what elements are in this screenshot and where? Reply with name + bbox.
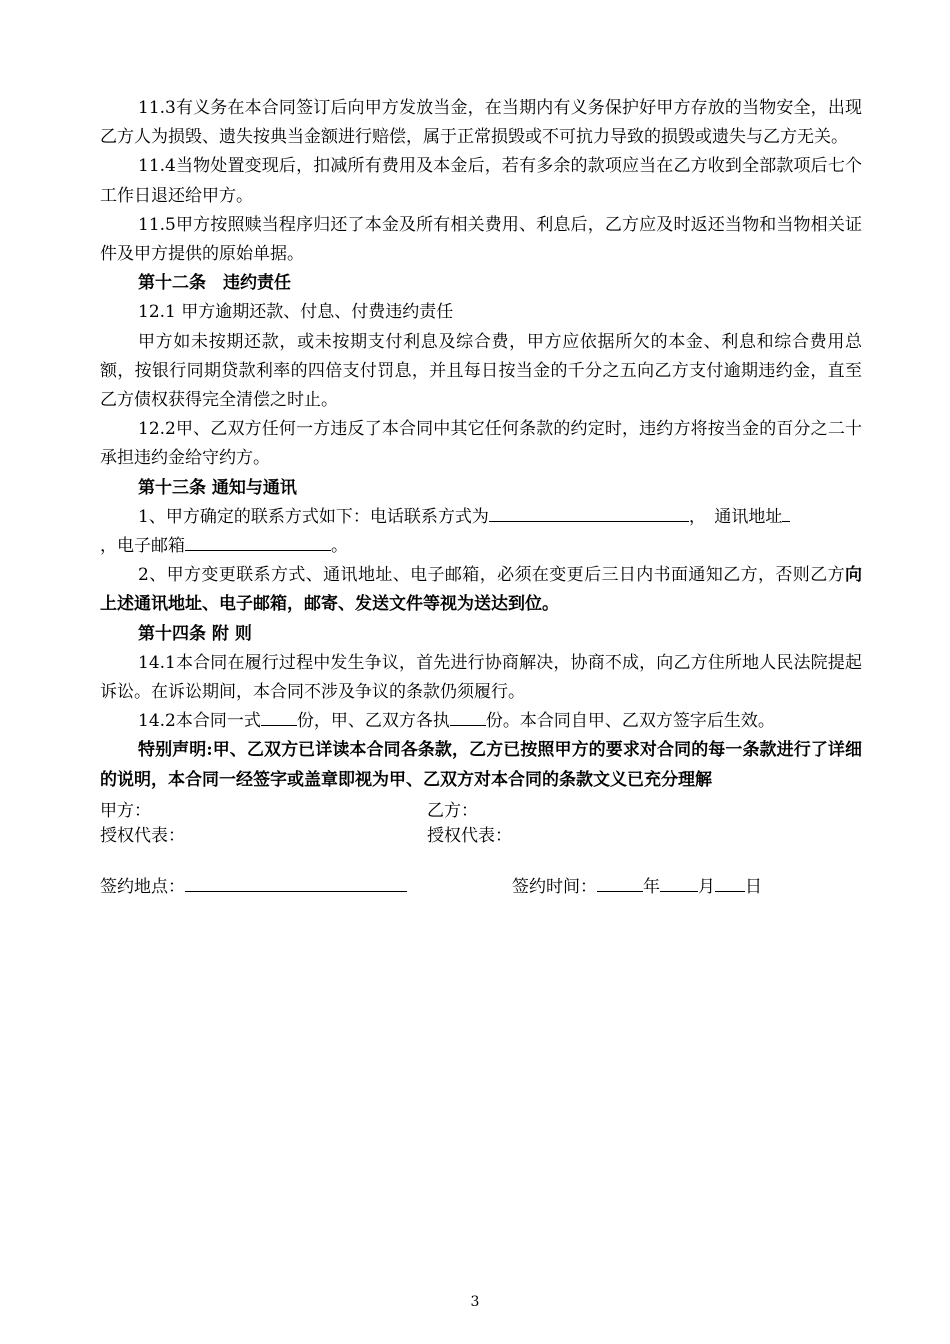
clause-14-1: 14.1本合同在履行过程中发生争议，首先进行协商解决，协商不成，向乙方住所地人民法院提起诉讼。在诉讼期间，本合同不涉及争议的条款仍须履行。 (100, 652, 862, 703)
address-blank (782, 504, 790, 522)
party-b-label: 乙方： (427, 801, 478, 821)
contact-text-c: ，电子邮箱 (100, 536, 185, 557)
copies-text-c: 份。本合同自甲、乙双方签字后生效。 (485, 711, 775, 732)
clause-12-1-body: 甲方如未按期还款，或未按期支付利息及综合费，甲方应依据所欠的本金、利息和综合费用总额，按银行同期贷款利率的四倍支付罚息，并且每日按当金的千分之五向乙方支付逾期违约金，直至乙方债权获得完全清偿之时止。 (100, 331, 862, 411)
change-notice-bold: 向上述通讯地址、电子邮箱，邮寄、发送文件等视为送达到位。 (100, 565, 862, 615)
contact-text-a: 1、甲方确定的联系方式如下：电话联系方式为 (138, 506, 489, 527)
copies-total-blank (261, 708, 297, 726)
signing-place-label: 签约地点： (100, 877, 185, 897)
month-blank (660, 874, 698, 892)
day-label: 日 (745, 877, 762, 897)
clause-12-1-heading: 12.1 甲方逾期还款、付息、付费违约责任 (138, 302, 454, 323)
email-blank (185, 533, 331, 551)
signing-place-blank (185, 874, 407, 892)
year-blank (597, 874, 643, 892)
copies-text-a: 14.2本合同一式 (138, 711, 261, 732)
clause-12-2: 12.2甲、乙双方任何一方违反了本合同中其它任何条款的约定时，违约方将按当金的百分之二十承担违约金给守约方。 (100, 419, 862, 469)
party-a-representative: 授权代表： (100, 826, 185, 846)
clause-13-item-1 (100, 503, 862, 561)
clause-11-3: 11.3有义务在本合同签订后向甲方发放当金，在当期内有义务保护好甲方存放的当物安全，出现乙方人为损毁、遗失按典当金额进行赔偿，属于正常损毁或不可抗力导致的损毁或遗失与乙方无关。 (100, 98, 862, 148)
clause-12-title: 第十二条 违约责任 (138, 273, 291, 294)
clause-14-title: 第十四条 附 则 (138, 623, 252, 644)
signing-place (100, 874, 407, 899)
month-label: 月 (698, 877, 715, 897)
clause-13-item-2 (100, 561, 862, 619)
signing-time-label: 签约时间： (512, 877, 597, 897)
clause-13-title: 第十三条 通知与通讯 (138, 477, 297, 498)
change-notice-text: 2、甲方变更联系方式、通讯地址、电子邮箱，必须在变更后三日内书面通知乙方，否则乙方 (138, 565, 845, 586)
copies-text-b: 份，甲、乙双方各执 (296, 711, 450, 732)
contact-text-b: ， 通讯地址 (688, 506, 783, 527)
signing-time (512, 874, 762, 899)
clause-11-5: 11.5甲方按照赎当程序归还了本金及所有相关费用、利息后，乙方应及时返还当物和当物相关证件及甲方提供的原始单据。 (100, 214, 862, 265)
party-a-label: 甲方： (100, 801, 151, 821)
special-declaration: 特别声明:甲、乙双方已详读本合同各条款，乙方已按照甲方的要求对合同的每一条款进行了详细的说明，本合同一经签字或盖章即视为甲、乙双方对本合同的条款文义已充分理解 (100, 740, 862, 790)
contact-text-d: 。 (331, 536, 348, 557)
day-blank (715, 874, 745, 892)
party-b-representative: 授权代表： (427, 826, 512, 846)
year-label: 年 (643, 877, 660, 897)
page-number: 3 (470, 1294, 480, 1310)
phone-blank (489, 504, 689, 522)
clause-14-2 (100, 707, 862, 736)
contract-page-body (100, 94, 862, 795)
clause-11-4: 11.4当物处置变现后，扣减所有费用及本金后，若有多余的款项应当在乙方收到全部款项后七个工作日退还给甲方。 (100, 156, 862, 206)
copies-each-blank (450, 708, 486, 726)
